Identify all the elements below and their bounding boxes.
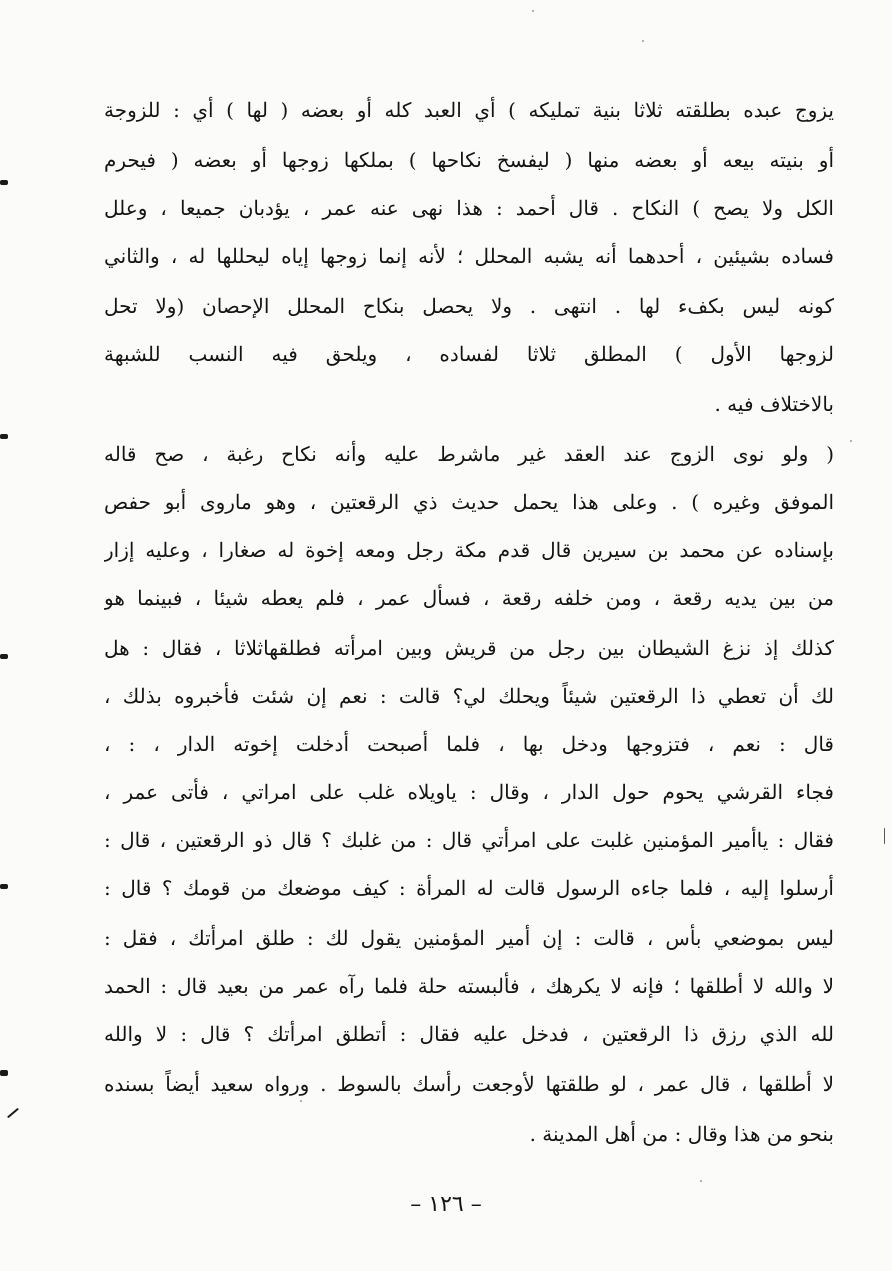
text-line-19: لا والله لا أطلقها ؛ فإنه لا يكرهك ، فألبسته حلة فلما رآه عمر من بعيد قال : الحمد — [104, 974, 834, 998]
text-line-8: ( ولو نوى الزوج عند العقد غير ماشرط عليه وأنه نكاح رغبة ، صح قاله — [104, 442, 834, 466]
right-margin-tick — [884, 828, 885, 844]
text-line-7: بالاختلاف فيه . — [714, 392, 834, 416]
text-line-16: فقال : ياأمير المؤمنين غلبت على امرأتي قال : من غلبك ؟ قال ذو الرقعتين ، قال : — [104, 828, 834, 852]
text-line-5: كونه ليس بكفء لها . انتهى . ولا يحصل بنكاح المحلل الإحصان (ولا تحل — [104, 294, 834, 318]
text-line-12: كذلك إذ نزغ الشيطان بين رجل من قريش وبين امرأته فطلقهاثلاثا ، فقال : هل — [104, 636, 834, 660]
scan-speck — [642, 40, 644, 42]
text-line-21: لا أطلقها ، قال عمر ، لو طلقتها لأوجعت رأسك بالسوط . ورواه سعيد أيضاً بسنده — [104, 1072, 834, 1096]
left-margin-stroke — [7, 1108, 19, 1119]
page-number: – ١٢٦ – — [410, 1192, 482, 1217]
text-line-17: أرسلوا إليه ، فلما جاءه الرسول قالت له المرأة : كيف موضعك من قومك ؟ قال : — [104, 876, 834, 900]
text-line-13: لك أن تعطي ذا الرقعتين شيئاً ويحلك لي؟ قالت : نعم إن شئت فأخبروه بذلك ، — [104, 684, 834, 708]
text-line-9: الموفق وغيره ) . وعلى هذا يحمل حديث ذي الرقعتين ، وهو ماروى أبو حفص — [104, 490, 834, 514]
body-text — [104, 90, 834, 1180]
text-line-20: لله الذي رزق ذا الرقعتين ، فدخل عليه فقال : أتطلق امرأتك ؟ قال : لا والله — [104, 1022, 834, 1046]
text-line-4: فساده بشيئين ، أحدهما أنه يشبه المحلل ؛ لأنه إنما زوجها إياه ليحللها له ، والثاني — [104, 244, 834, 268]
left-margin-mark-2 — [0, 434, 8, 439]
text-line-11: من بين يديه رقعة ، ومن خلفه رقعة ، فسأل عمر ، فلم يعطه شيئا ، فبينما هو — [104, 586, 834, 610]
text-line-2: أو بنيته بيعه أو بعضه منها ( ليفسخ نكاحها ) بملكها زوجها أو بعضه ( فيحرم — [104, 148, 834, 172]
text-line-6: لزوجها الأول ) المطلق ثلاثا لفساده ، ويلحق فيه النسب للشبهة — [104, 342, 834, 366]
text-line-15: فجاء القرشي يحوم حول الدار ، وقال : ياويلاه غلب على امراتي ، فأتى عمر ، — [104, 780, 834, 804]
text-line-1: يزوج عبده بطلقته ثلاثا بنية تمليكه ) أي العبد كله أو بعضه ( لها ) أي : للزوجة — [104, 98, 834, 122]
left-margin-mark-1 — [0, 180, 8, 185]
scan-speck — [850, 440, 852, 442]
text-line-18: ليس بموضعي بأس ، قالت : إن أمير المؤمنين يقول لك : طلق امرأتك ، فقل : — [104, 926, 834, 950]
left-margin-mark-4 — [0, 884, 8, 889]
left-margin-mark-5 — [0, 1070, 8, 1076]
scan-speck — [700, 1180, 702, 1182]
left-margin-mark-3 — [0, 654, 8, 659]
scan-speck — [532, 10, 534, 12]
text-line-3: الكل ولا يصح ) النكاح . قال أحمد : هذا نهى عنه عمر ، يؤدبان جميعا ، وعلل — [104, 196, 834, 220]
scan-speck — [300, 1100, 302, 1102]
text-line-10: بإسناده عن محمد بن سيرين قال قدم مكة رجل ومعه إخوة له صغارا ، وعليه إزار — [104, 538, 834, 562]
text-line-14: قال : نعم ، فتزوجها ودخل بها ، فلما أصبحت أدخلت إخوته الدار ، : ، — [104, 732, 834, 756]
text-line-22: بنحو من هذا وقال : من أهل المدينة . — [529, 1122, 834, 1146]
